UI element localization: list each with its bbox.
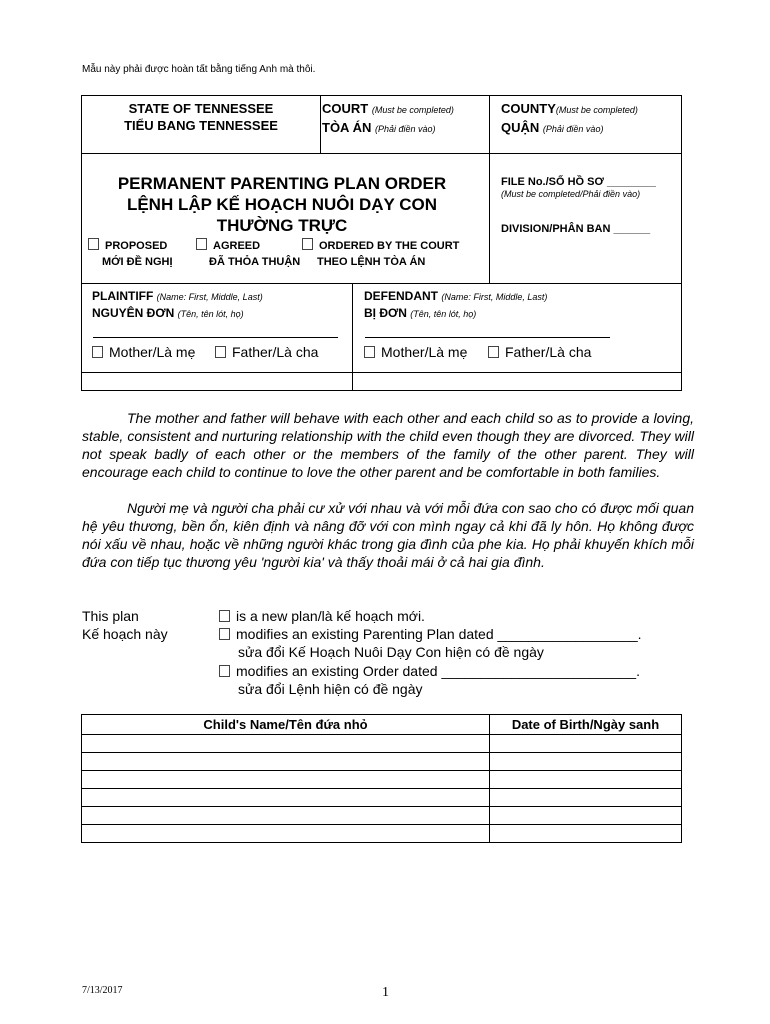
county-block[interactable] — [501, 100, 638, 138]
child-name-cell[interactable] — [82, 753, 490, 771]
county-label-vi: QUẬN — [501, 120, 540, 135]
page-number: 1 — [382, 985, 389, 1000]
form-title — [94, 173, 470, 236]
child-dob-cell[interactable] — [490, 825, 682, 843]
form-language-note: Mẫu này phải được hoàn tất bằng tiếng Anh mà thôi. — [82, 64, 316, 75]
plaintiff-name-line[interactable] — [93, 337, 338, 338]
table-row — [82, 735, 682, 753]
divider — [352, 283, 353, 391]
plan-option-modify-order-vi: sửa đổi Lệnh hiện có đề ngày — [238, 681, 423, 697]
children-table — [81, 714, 682, 843]
plaintiff-note: (Name: First, Middle, Last) — [156, 292, 263, 302]
child-name-cell[interactable] — [82, 789, 490, 807]
title-line-1: PERMANENT PARENTING PLAN ORDER — [117, 174, 447, 193]
plan-option-modify-order[interactable]: modifies an existing Order dated _________________________. — [219, 662, 640, 680]
child-dob-cell[interactable] — [490, 753, 682, 771]
child-dob-cell[interactable] — [490, 807, 682, 825]
defendant-note-vi: (Tên, tên lót, họ) — [410, 309, 477, 319]
state-name: STATE OF TENNESSEE — [128, 101, 274, 116]
agreed-checkbox[interactable] — [196, 238, 207, 250]
option-ordered-vi: THEO LỆNH TÒA ÁN — [317, 256, 426, 268]
state-block — [82, 100, 320, 134]
divider — [82, 283, 682, 284]
child-dob-cell[interactable] — [490, 735, 682, 753]
footer-date: 7/13/2017 — [82, 985, 123, 996]
court-label-vi: TÒA ÁN — [322, 120, 372, 135]
child-name-cell[interactable] — [82, 735, 490, 753]
table-row — [82, 771, 682, 789]
plaintiff-mother-option[interactable]: Mother/Là mẹ — [92, 344, 195, 360]
plaintiff-father-checkbox[interactable] — [215, 346, 226, 358]
county-label: COUNTY — [501, 101, 556, 116]
table-row — [82, 825, 682, 843]
child-dob-cell[interactable] — [490, 771, 682, 789]
plan-label-vi: Kế hoạch này — [82, 626, 168, 642]
proposed-checkbox[interactable] — [88, 238, 99, 250]
ordered-checkbox[interactable] — [302, 238, 313, 250]
child-dob-cell[interactable] — [490, 789, 682, 807]
court-note-vi: (Phải điền vào) — [374, 124, 436, 134]
plan-option-modify-plan[interactable]: modifies an existing Parenting Plan dated __________________. — [219, 625, 642, 643]
option-ordered[interactable]: ORDERED BY THE COURT — [302, 238, 459, 252]
divider — [82, 153, 682, 154]
table-row — [82, 753, 682, 771]
court-label: COURT — [322, 101, 369, 116]
court-note: (Must be completed) — [371, 105, 454, 115]
plaintiff-mother-checkbox[interactable] — [92, 346, 103, 358]
defendant-name-line[interactable] — [365, 337, 610, 338]
defendant-note: (Name: First, Middle, Last) — [441, 292, 548, 302]
option-proposed-vi: MỚI ĐỀ NGHỊ — [102, 256, 173, 268]
table-row — [82, 789, 682, 807]
plaintiff-label: PLAINTIFF — [92, 289, 154, 303]
divider — [82, 372, 682, 373]
defendant-label-block — [364, 288, 547, 322]
child-name-header: Child's Name/Tên đứa nhỏ — [82, 715, 490, 735]
county-note: (Must be completed) — [555, 105, 638, 115]
title-line-2: LỆNH LẬP KẾ HOẠCH NUÔI DẠY CON — [126, 195, 438, 214]
child-dob-header: Date of Birth/Ngày sanh — [490, 715, 682, 735]
file-number-note: (Must be completed/Phải điền vào) — [501, 189, 641, 199]
option-agreed-vi: ĐÃ THỎA THUẬN — [209, 256, 301, 268]
option-agreed[interactable]: AGREED — [196, 238, 260, 252]
state-name-vi: TIỂU BANG TENNESSEE — [124, 118, 278, 133]
court-block[interactable] — [322, 100, 454, 138]
child-name-cell[interactable] — [82, 807, 490, 825]
plan-option-new[interactable]: is a new plan/là kế hoạch mới. — [219, 607, 425, 625]
plan-new-checkbox[interactable] — [219, 610, 230, 622]
plan-modify-order-checkbox[interactable] — [219, 665, 230, 677]
divider — [320, 96, 321, 153]
plan-option-modify-plan-vi: sửa đổi Kế Hoạch Nuôi Dạy Con hiện có đề ngày — [238, 644, 544, 660]
division-field[interactable]: DIVISION/PHÂN BAN ______ — [501, 223, 651, 235]
plan-modify-plan-checkbox[interactable] — [219, 628, 230, 640]
table-header-row — [82, 715, 682, 735]
child-name-cell[interactable] — [82, 825, 490, 843]
case-header-box — [81, 95, 682, 391]
defendant-label-vi: BỊ ĐƠN — [364, 306, 407, 320]
plaintiff-father-option[interactable]: Father/Là cha — [215, 344, 318, 360]
defendant-father-checkbox[interactable] — [488, 346, 499, 358]
defendant-mother-option[interactable]: Mother/Là mẹ — [364, 344, 467, 360]
file-number-field[interactable]: FILE No./SỐ HỒ SƠ ________ — [501, 176, 656, 188]
defendant-father-option[interactable]: Father/Là cha — [488, 344, 591, 360]
defendant-mother-checkbox[interactable] — [364, 346, 375, 358]
plaintiff-label-vi: NGUYÊN ĐƠN — [92, 306, 175, 320]
county-note-vi: (Phải điền vào) — [542, 124, 604, 134]
plaintiff-note-vi: (Tên, tên lót, họ) — [177, 309, 244, 319]
defendant-label: DEFENDANT — [364, 289, 438, 303]
child-name-cell[interactable] — [82, 771, 490, 789]
plaintiff-label-block — [92, 288, 263, 322]
paragraph-english: The mother and father will behave with each other and each child so as to provide a loving, stable, consistent and nurturing relationship with the child even though they are divorced. They will not speak badly of each other or the members of the family of the other parent. They will encourage each child to continue to love the other parent and be comfortable in both families. — [82, 410, 694, 480]
title-line-3: THƯỜNG TRỰC — [216, 216, 348, 235]
divider — [489, 96, 490, 283]
plan-label: This plan — [82, 608, 139, 624]
option-proposed[interactable]: PROPOSED — [88, 238, 167, 252]
table-row — [82, 807, 682, 825]
paragraph-vietnamese: Người mẹ và người cha phải cư xử với nhau và với mỗi đứa con sao cho có được mối quan hệ yêu thương, bền ổn, kiên định và nâng đỡ với con mình ngay cả khi đã ly hôn. Họ không được nói xấu về nhau, hoặc về những người khác trong gia đình của phe kia. Họ phải khuyến khích mỗi đứa con tiếp tục thương yêu 'người kia' và thấy thoải mái ở cả hai gia đình. — [82, 500, 694, 570]
